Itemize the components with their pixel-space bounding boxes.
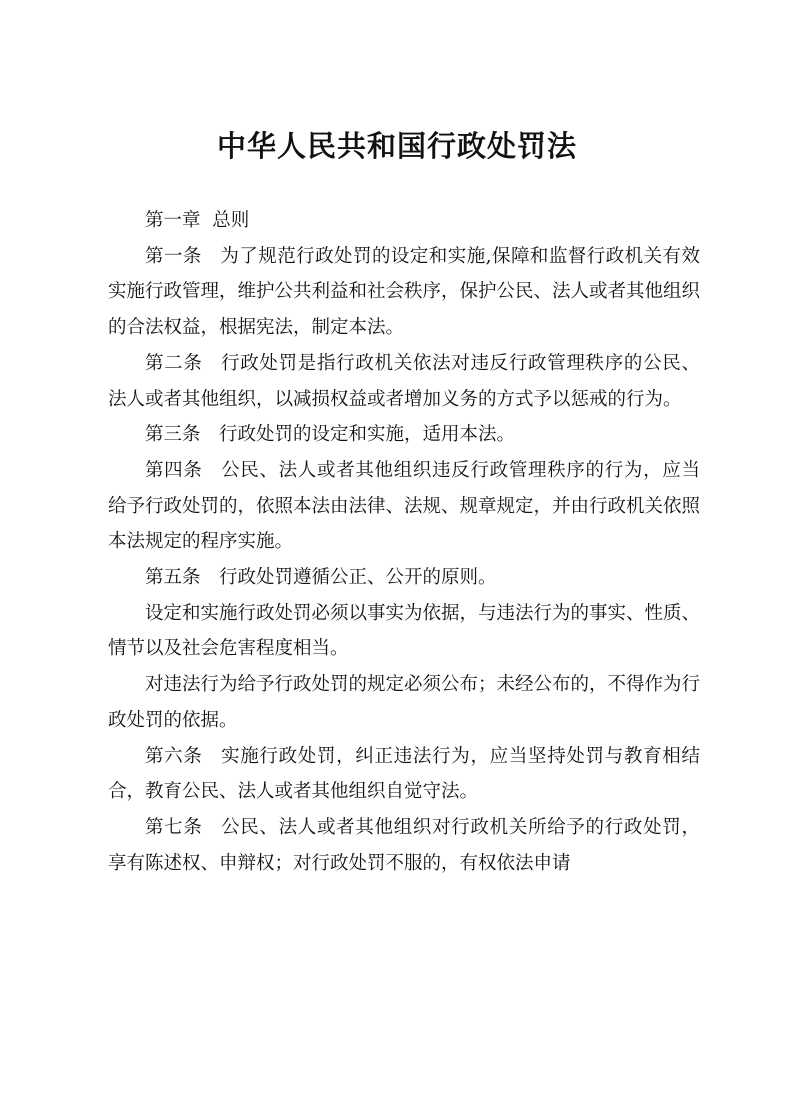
article-number: 第七条	[145, 816, 203, 838]
article-number: 第三条	[145, 424, 201, 446]
document-title: 中华人民共和国行政处罚法	[216, 129, 577, 163]
article-5	[108, 560, 700, 596]
article-7	[108, 810, 700, 881]
article-6	[108, 739, 700, 810]
article-text: 实施行政处罚，纠正违法行为，应当坚持处罚与教育相结合，教育公民、法人或者其他组织自觉守法。	[108, 745, 700, 803]
article-text: 公民、法人或者其他组织违反行政管理秩序的行为，应当给予行政处罚的，依照本法由法律、法规、规章规定，并由行政机关依照本法规定的程序实施。	[108, 459, 701, 553]
article-text: 行政处罚的设定和实施，适用本法。	[219, 424, 516, 446]
article-3	[108, 417, 700, 453]
article-text: 为了规范行政处罚的设定和实施,保障和监督行政机关有效实施行政管理，维护公共利益和社会秩序，保护公民、法人或者其他组织的合法权益，根据宪法，制定本法。	[108, 245, 701, 339]
chapter-heading: 第一章 总则	[145, 210, 250, 231]
article-number: 第一条	[145, 245, 202, 267]
article-5-paragraph-3: 对违法行为给予行政处罚的规定必须公布；未经公布的，不得作为行政处罚的依据。	[108, 674, 701, 731]
article-number: 第五条	[145, 567, 201, 589]
article-text: 公民、法人或者其他组织对行政机关所给予的行政处罚，享有陈述权、申辩权；对行政处罚不服的，有权依法申请	[108, 816, 700, 874]
article-number: 第二条	[145, 352, 203, 374]
document-body	[108, 203, 700, 881]
article-number: 第六条	[145, 745, 203, 767]
article-2	[108, 346, 700, 417]
article-number: 第四条	[145, 459, 203, 481]
article-5-paragraph-2: 设定和实施行政处罚必须以事实为依据，与违法行为的事实、性质、情节以及社会危害程度相当。	[108, 602, 701, 660]
article-text: 行政处罚遵循公正、公开的原则。	[219, 567, 497, 589]
article-4	[108, 453, 700, 560]
article-1	[108, 239, 700, 346]
article-text: 行政处罚是指行政机关依法对违反行政管理秩序的公民、法人或者其他组织，以减损权益或者增加义务的方式予以惩戒的行为。	[108, 352, 700, 410]
